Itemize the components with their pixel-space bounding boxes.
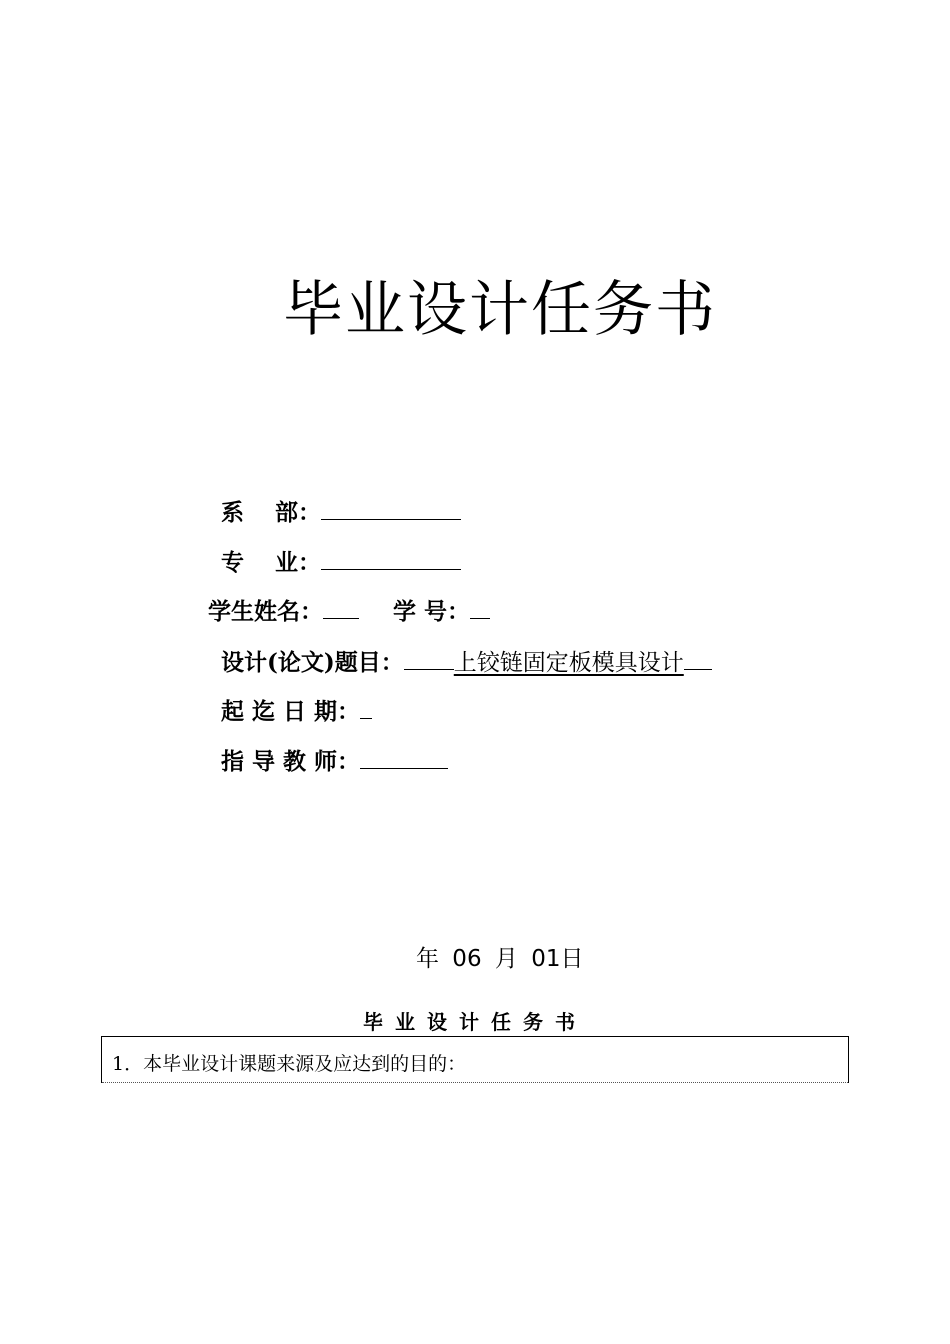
student-blank — [323, 594, 359, 619]
advisor-row — [221, 743, 448, 776]
major-label: 专 业： — [221, 549, 322, 576]
student-row — [208, 593, 490, 626]
topic-blank-right — [684, 645, 712, 670]
topic-value: 上铰链固定板模具设计 — [453, 650, 684, 676]
date-line: 年 06 月 01日 — [416, 946, 584, 972]
topic-blank-left — [404, 645, 454, 670]
advisor-blank — [360, 744, 448, 769]
student-label: 学生姓名： — [208, 598, 323, 625]
table-dotted-border — [102, 1082, 848, 1083]
subtitle: 毕业设计任务书 — [363, 1010, 587, 1034]
major-blank — [321, 545, 461, 570]
section-1-heading: 1．本毕业设计课题来源及应达到的目的： — [112, 1053, 467, 1075]
dept-blank — [321, 495, 461, 520]
task-table — [101, 1036, 849, 1083]
period-row — [221, 693, 372, 726]
period-label: 起 迄 日 期： — [221, 698, 361, 725]
id-blank — [470, 594, 490, 619]
document-title: 毕业设计任务书 — [283, 275, 717, 345]
major-row — [221, 544, 461, 577]
advisor-label: 指 导 教 师： — [221, 748, 361, 775]
dept-label: 系 部： — [221, 499, 322, 526]
dept-row — [221, 494, 461, 527]
id-label: 学 号： — [393, 598, 471, 625]
topic-row — [221, 644, 712, 677]
period-blank — [360, 694, 372, 719]
topic-label: 设计(论文)题目： — [221, 649, 404, 676]
